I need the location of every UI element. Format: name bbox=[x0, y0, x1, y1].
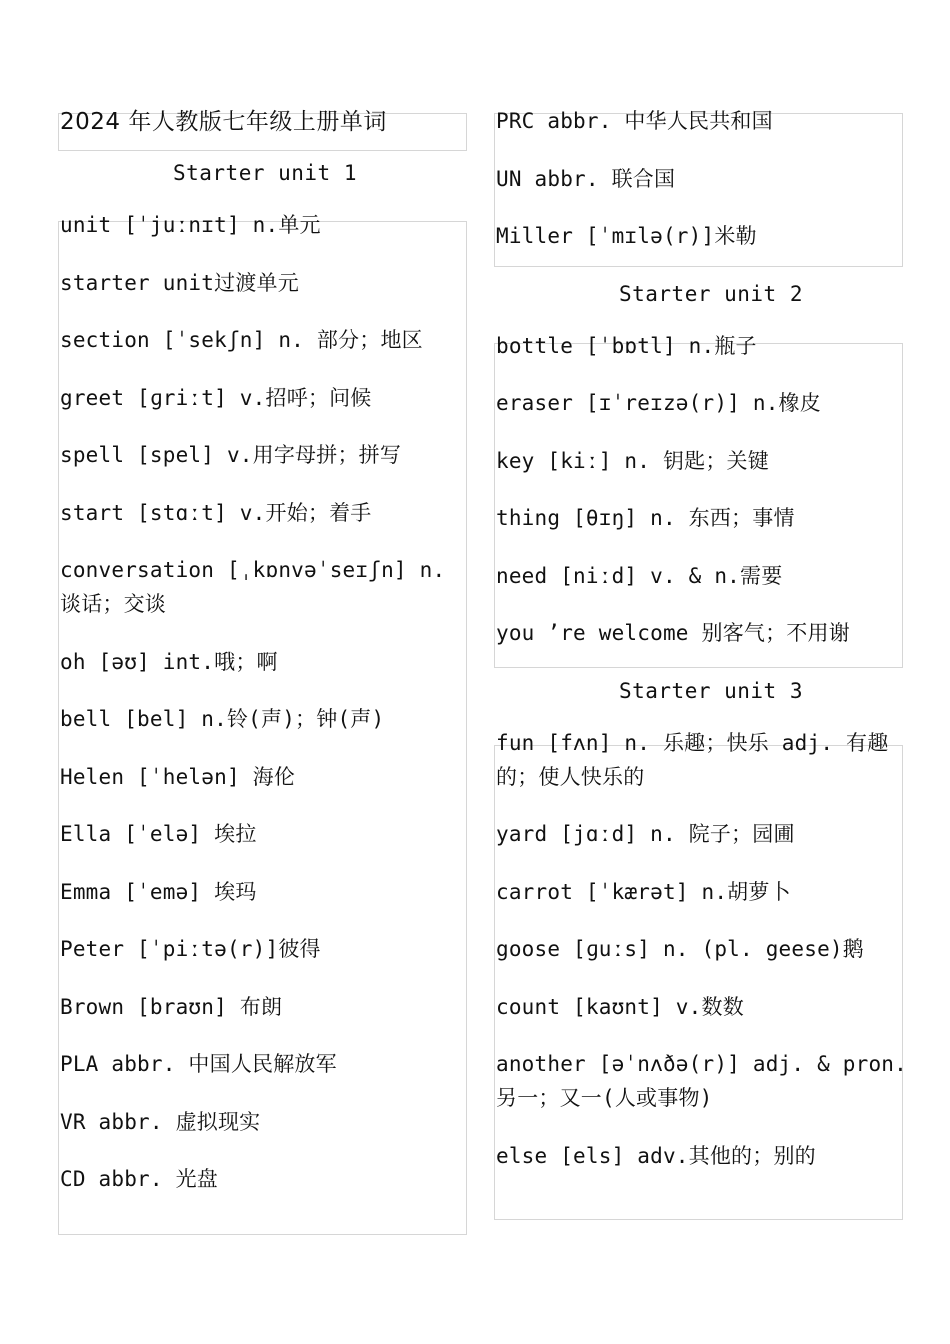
word-entry: oh [əʊ] int.哦；啊 bbox=[60, 649, 278, 674]
word-entry: yard [jɑːd] n. 院子；园圃 bbox=[496, 822, 795, 846]
word-entry: eraser [ɪˈreɪzə(r)] n.橡皮 bbox=[496, 391, 821, 415]
word-entry: you ’re welcome 别客气；不用谢 bbox=[496, 621, 850, 645]
unit-heading: Starter unit 3 bbox=[618, 678, 803, 703]
word-entry: fun [fʌn] n. 乐趣；快乐 adj. 有趣的；使人快乐的 bbox=[496, 730, 889, 789]
word-entry: need [niːd] v. & n.需要 bbox=[496, 563, 783, 588]
word-entry: else [els] adv.其他的；别的 bbox=[496, 1143, 816, 1168]
word-entry: unit [ˈjuːnɪt] n.单元 bbox=[60, 213, 321, 237]
word-entry: key [kiː] n. 钥匙；关键 bbox=[496, 448, 769, 473]
word-entry: Emma [ˈemə] 埃玛 bbox=[60, 879, 257, 904]
unit-heading: Starter unit 2 bbox=[618, 281, 803, 306]
word-entry: UN abbr. 联合国 bbox=[496, 166, 676, 191]
word-entry: section [ˈsekʃn] n. 部分；地区 bbox=[60, 328, 423, 352]
word-entry: CD abbr. 光盘 bbox=[60, 1167, 218, 1191]
word-entry: bell [bel] n.铃(声)；钟(声) bbox=[60, 707, 385, 731]
word-entry: Brown [braʊn] 布朗 bbox=[60, 994, 283, 1019]
word-entry: count [kaʊnt] v.数数 bbox=[496, 994, 744, 1019]
word-entry: Peter [ˈpiːtə(r)]彼得 bbox=[60, 937, 321, 961]
word-entry: carrot [ˈkærət] n.胡萝卜 bbox=[496, 879, 791, 904]
word-entry: goose [ɡuːs] n. (pl. geese)鹅 bbox=[496, 937, 864, 961]
unit-heading: Starter unit 1 bbox=[172, 161, 357, 185]
word-entry: Helen [ˈhelən] 海伦 bbox=[60, 764, 296, 789]
word-entry: PRC abbr. 中华人民共和国 bbox=[496, 109, 773, 133]
left-column bbox=[60, 104, 470, 1220]
right-column bbox=[496, 104, 926, 1196]
page-title: 2024 年人教版七年级上册单词 bbox=[60, 109, 387, 135]
word-entry: conversation [ˌkɒnvəˈseɪʃn] n. 谈话；交谈 bbox=[60, 558, 446, 616]
word-entry: Ella [ˈelə] 埃拉 bbox=[60, 822, 257, 846]
word-entry: spell [spel] v.用字母拼；拼写 bbox=[60, 443, 402, 467]
word-entry: start [stɑːt] v.开始；着手 bbox=[60, 500, 372, 525]
word-entry: bottle [ˈbɒtl] n.瓶子 bbox=[496, 333, 757, 358]
word-entry: greet [ɡriːt] v.招呼；问候 bbox=[60, 385, 372, 410]
word-entry: PLA abbr. 中国人民解放军 bbox=[60, 1052, 337, 1076]
word-entry: Miller [ˈmɪlə(r)]米勒 bbox=[496, 224, 757, 248]
word-entry: starter unit过渡单元 bbox=[60, 270, 299, 295]
word-entry: thing [θɪŋ] n. 东西；事情 bbox=[496, 506, 795, 530]
word-entry: another [əˈnʌðə(r)] adj. & pron. 另一；又一(人或事物) bbox=[496, 1052, 907, 1110]
word-entry: VR abbr. 虚拟现实 bbox=[60, 1109, 261, 1134]
